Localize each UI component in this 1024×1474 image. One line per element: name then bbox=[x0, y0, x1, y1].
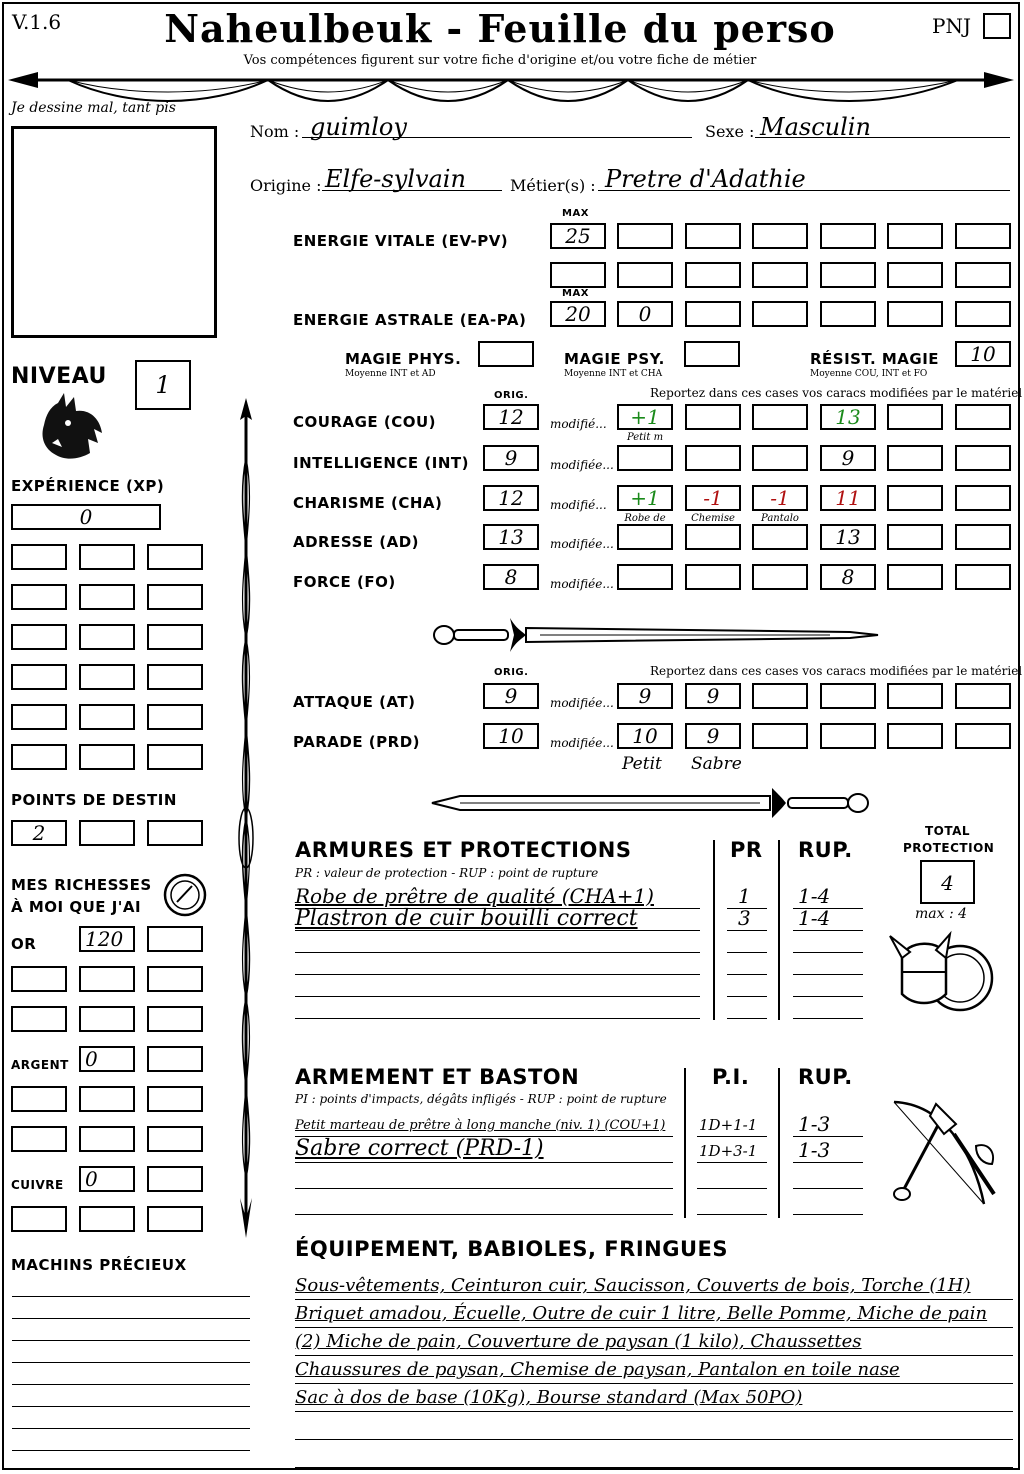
equipement-line[interactable] bbox=[295, 1299, 1013, 1300]
stat-mod-box[interactable] bbox=[955, 524, 1011, 550]
origine-value[interactable]: Elfe-sylvain bbox=[325, 165, 466, 193]
armure-rup-line[interactable] bbox=[793, 952, 863, 953]
destin-label: POINTS DE DESTIN bbox=[11, 791, 177, 809]
ev-box[interactable] bbox=[820, 262, 876, 288]
armure-pr-line[interactable] bbox=[727, 974, 767, 975]
ev-box[interactable] bbox=[752, 262, 808, 288]
total-protection-box[interactable]: 4 bbox=[920, 860, 975, 904]
xp-box[interactable] bbox=[79, 584, 135, 610]
xp-box[interactable] bbox=[11, 744, 67, 770]
prd-mod-box[interactable] bbox=[955, 723, 1011, 749]
stat-mod-box[interactable] bbox=[887, 524, 943, 550]
stat-mod-box[interactable]: -1 bbox=[685, 485, 741, 511]
machins-line[interactable] bbox=[12, 1406, 250, 1407]
arme-rup-line[interactable] bbox=[793, 1214, 863, 1215]
stat-modifie-label: modifiée... bbox=[550, 458, 614, 472]
equipement-title: ÉQUIPEMENT, BABIOLES, FRINGUES bbox=[295, 1237, 728, 1261]
at-mod-box[interactable]: 9 bbox=[617, 683, 673, 709]
money-box[interactable] bbox=[11, 1086, 67, 1112]
stat-mod-box[interactable] bbox=[887, 485, 943, 511]
weapons-icon bbox=[884, 1094, 1004, 1214]
ev-box[interactable] bbox=[550, 262, 606, 288]
prd-mod-box[interactable] bbox=[820, 723, 876, 749]
armures-rup-header: RUP. bbox=[798, 838, 853, 862]
xp-box[interactable] bbox=[79, 624, 135, 650]
stat-mod-box[interactable]: 13 bbox=[820, 524, 876, 550]
prd-mod-box[interactable] bbox=[887, 723, 943, 749]
magie-psy-note: Moyenne INT et CHA bbox=[564, 369, 663, 379]
total-protection-label-2: PROTECTION bbox=[903, 841, 995, 855]
equipement-line[interactable] bbox=[295, 1467, 1013, 1468]
stat-orig-box[interactable]: 8 bbox=[483, 564, 539, 590]
stat-mod-box[interactable] bbox=[752, 404, 808, 430]
arme-pi-line[interactable] bbox=[697, 1188, 767, 1189]
stat-modifie-label: modifié... bbox=[550, 498, 607, 512]
metier-label: Métier(s) : bbox=[510, 176, 596, 195]
stat-mod-box[interactable] bbox=[617, 524, 673, 550]
armure-name[interactable]: Robe de prêtre de qualité (CHA+1) bbox=[295, 884, 654, 908]
armement-divider-1 bbox=[684, 1068, 686, 1218]
equipement-text[interactable]: Chaussures de paysan, Chemise de paysan, Pantalon en toile nase bbox=[295, 1359, 900, 1380]
richesses-label-2: À MOI QUE J'AI bbox=[11, 898, 142, 916]
magie-phys-note: Moyenne INT et AD bbox=[345, 369, 436, 379]
xp-box[interactable] bbox=[11, 544, 67, 570]
stat-mod-box[interactable] bbox=[685, 524, 741, 550]
ev-box[interactable] bbox=[887, 223, 943, 249]
xp-box[interactable] bbox=[11, 624, 67, 650]
ea-box[interactable]: 20 bbox=[550, 301, 606, 327]
money-box[interactable] bbox=[79, 1206, 135, 1232]
money-box[interactable] bbox=[147, 1086, 203, 1112]
portrait-caption: Je dessine mal, tant pis bbox=[11, 100, 176, 116]
stat-mod-box[interactable]: 9 bbox=[820, 445, 876, 471]
armures-title: ARMURES ET PROTECTIONS bbox=[295, 838, 632, 862]
origine-line bbox=[322, 190, 502, 191]
arme-name[interactable]: Sabre correct (PRD-1) bbox=[295, 1136, 544, 1161]
cuivre-label: CUIVRE bbox=[11, 1178, 64, 1192]
stat-mod-box[interactable]: 8 bbox=[820, 564, 876, 590]
ea-max-label: MAX bbox=[562, 288, 589, 299]
ev-box[interactable] bbox=[685, 262, 741, 288]
armure-rup[interactable]: 1-4 bbox=[798, 884, 831, 908]
armement-divider-2 bbox=[778, 1068, 780, 1218]
xp-box[interactable] bbox=[11, 664, 67, 690]
at-mod-box[interactable] bbox=[887, 683, 943, 709]
arme-pi[interactable]: 1D+3-1 bbox=[699, 1142, 758, 1160]
arme-pi-line[interactable] bbox=[697, 1162, 767, 1163]
armure-pr[interactable]: 1 bbox=[738, 884, 751, 908]
equipement-text[interactable]: Briquet amadou, Écuelle, Outre de cuir 1 litre, Belle Pomme, Miche de pain bbox=[295, 1303, 988, 1324]
coin-icon bbox=[162, 872, 208, 918]
metier-line bbox=[598, 190, 1010, 191]
xp-box[interactable] bbox=[79, 744, 135, 770]
xp-box[interactable] bbox=[79, 704, 135, 730]
money-box[interactable]: 0 bbox=[79, 1046, 135, 1072]
stat-label: COURAGE (COU) bbox=[293, 413, 437, 431]
xp-box[interactable] bbox=[147, 624, 203, 650]
armures-note: PR : valeur de protection - RUP : point de rupture bbox=[295, 866, 599, 880]
money-box[interactable] bbox=[79, 1086, 135, 1112]
prd-modifie-label: modifiée... bbox=[550, 736, 614, 750]
arme-rup[interactable]: 1-3 bbox=[798, 1112, 831, 1136]
stat-mod-box[interactable]: -1 bbox=[752, 485, 808, 511]
spear-icon bbox=[228, 398, 264, 1238]
niveau-box[interactable]: 1 bbox=[135, 360, 191, 410]
equipement-line[interactable] bbox=[295, 1439, 1013, 1440]
xp-box[interactable] bbox=[79, 664, 135, 690]
stat-mod-box[interactable] bbox=[955, 485, 1011, 511]
ea-label: ENERGIE ASTRALE (EA-PA) bbox=[293, 311, 527, 329]
armures-divider-1 bbox=[713, 840, 715, 1020]
ev-max-label: MAX bbox=[562, 208, 589, 219]
sexe-line bbox=[755, 137, 1010, 138]
xp-box[interactable] bbox=[147, 744, 203, 770]
xp-box[interactable] bbox=[147, 584, 203, 610]
ev-box[interactable] bbox=[617, 223, 673, 249]
armure-rup[interactable]: 1-4 bbox=[798, 906, 831, 930]
stat-mod-box[interactable] bbox=[752, 564, 808, 590]
ev-box[interactable] bbox=[887, 262, 943, 288]
ea-box[interactable] bbox=[887, 301, 943, 327]
magie-psy-box[interactable] bbox=[684, 341, 740, 367]
machins-label: MACHINS PRÉCIEUX bbox=[11, 1256, 187, 1274]
destin-box-1[interactable]: 2 bbox=[11, 820, 67, 846]
money-box[interactable] bbox=[147, 1206, 203, 1232]
arme-rup-line[interactable] bbox=[793, 1188, 863, 1189]
dragon-icon bbox=[38, 393, 106, 465]
machins-line[interactable] bbox=[12, 1318, 250, 1319]
sword-icon bbox=[430, 610, 880, 660]
combat-caption-2: Sabre bbox=[691, 754, 742, 774]
orig-label: ORIG. bbox=[494, 390, 529, 401]
destin-box-3[interactable] bbox=[147, 820, 203, 846]
stat-mod-box[interactable] bbox=[887, 564, 943, 590]
money-box[interactable] bbox=[11, 1126, 67, 1152]
resist-magie-box[interactable]: 10 bbox=[955, 341, 1011, 367]
pnj-label: PNJ bbox=[932, 14, 971, 38]
pnj-checkbox[interactable] bbox=[983, 13, 1011, 39]
at-mod-box[interactable] bbox=[752, 683, 808, 709]
portrait-box[interactable] bbox=[11, 126, 217, 338]
xp-box[interactable]: 0 bbox=[11, 504, 161, 530]
armure-name[interactable]: Plastron de cuir bouilli correct bbox=[295, 906, 638, 931]
armure-rup-line[interactable] bbox=[793, 1018, 863, 1019]
stat-mod-caption: Petit m bbox=[626, 432, 664, 443]
armement-pi-header: P.I. bbox=[712, 1065, 750, 1089]
armure-line[interactable] bbox=[295, 1018, 700, 1019]
machins-line[interactable] bbox=[12, 1362, 250, 1363]
armure-pr-line[interactable] bbox=[727, 952, 767, 953]
stat-mod-caption: Chemise bbox=[691, 513, 735, 524]
armement-rup-header: RUP. bbox=[798, 1065, 853, 1089]
stat-modifie-label: modifié... bbox=[550, 417, 607, 431]
ev-box[interactable]: 25 bbox=[550, 223, 606, 249]
machins-line[interactable] bbox=[12, 1384, 250, 1385]
xp-box[interactable] bbox=[11, 584, 67, 610]
money-box[interactable] bbox=[79, 1126, 135, 1152]
stat-mod-box[interactable] bbox=[955, 564, 1011, 590]
stat-mod-caption: Pantalo bbox=[761, 513, 799, 524]
xp-label: EXPÉRIENCE (XP) bbox=[11, 477, 165, 495]
equipement-line[interactable] bbox=[295, 1355, 1013, 1356]
armure-pr[interactable]: 3 bbox=[738, 906, 751, 930]
xp-box[interactable] bbox=[147, 664, 203, 690]
at-mod-box[interactable]: 9 bbox=[685, 683, 741, 709]
ev-box[interactable] bbox=[955, 223, 1011, 249]
helmet-shield-icon bbox=[888, 928, 1000, 1024]
at-mod-box[interactable] bbox=[955, 683, 1011, 709]
resist-magie-note: Moyenne COU, INT et FO bbox=[810, 369, 928, 379]
nom-line bbox=[302, 137, 692, 138]
xp-box[interactable] bbox=[11, 704, 67, 730]
stat-mod-box[interactable] bbox=[685, 564, 741, 590]
stat-mod-box[interactable] bbox=[752, 524, 808, 550]
armure-line[interactable] bbox=[295, 996, 700, 997]
total-protection-max: max : 4 bbox=[915, 906, 968, 922]
arme-rup[interactable]: 1-3 bbox=[798, 1138, 831, 1162]
stat-mod-box[interactable] bbox=[955, 404, 1011, 430]
ea-box[interactable] bbox=[955, 301, 1011, 327]
money-box[interactable] bbox=[147, 1046, 203, 1072]
machins-line[interactable] bbox=[12, 1450, 250, 1451]
magie-psy-label: MAGIE PSY. bbox=[564, 350, 665, 368]
stat-orig-box[interactable]: 13 bbox=[483, 524, 539, 550]
ea-box[interactable]: 0 bbox=[617, 301, 673, 327]
richesses-label-1: MES RICHESSES bbox=[11, 876, 152, 894]
stat-mod-box[interactable] bbox=[887, 445, 943, 471]
armement-note: PI : points d'impacts, dégâts infligés - RUP : point de rupture bbox=[295, 1092, 667, 1106]
arme-pi-line[interactable] bbox=[697, 1136, 767, 1137]
stat-mod-box[interactable]: 11 bbox=[820, 485, 876, 511]
stat-mod-box[interactable] bbox=[685, 445, 741, 471]
money-box[interactable] bbox=[147, 926, 203, 952]
armure-rup-line[interactable] bbox=[793, 930, 863, 931]
stat-mod-box[interactable] bbox=[685, 404, 741, 430]
nom-value[interactable]: guimloy bbox=[310, 113, 407, 141]
equipement-text[interactable]: Sous-vêtements, Ceinturon cuir, Saucisson, Couverts de bois, Torche (1H) bbox=[295, 1275, 971, 1296]
ev-label: ENERGIE VITALE (EV-PV) bbox=[293, 232, 509, 250]
money-box[interactable] bbox=[147, 1166, 203, 1192]
money-box[interactable] bbox=[11, 966, 67, 992]
stat-modifie-label: modifiée... bbox=[550, 537, 614, 551]
stat-modifie-label: modifiée... bbox=[550, 577, 614, 591]
arme-line[interactable] bbox=[295, 1162, 673, 1163]
stat-orig-box[interactable]: 12 bbox=[483, 485, 539, 511]
stat-label: FORCE (FO) bbox=[293, 573, 396, 591]
combat-caption-1: Petit bbox=[622, 754, 662, 774]
armure-pr-line[interactable] bbox=[727, 996, 767, 997]
nom-label: Nom : bbox=[250, 122, 300, 141]
arme-pi[interactable]: 1D+1-1 bbox=[699, 1116, 758, 1134]
arme-pi-line[interactable] bbox=[697, 1214, 767, 1215]
equipement-line[interactable] bbox=[295, 1383, 1013, 1384]
xp-box[interactable] bbox=[147, 704, 203, 730]
at-orig-box[interactable]: 9 bbox=[483, 683, 539, 709]
stat-orig-box[interactable]: 12 bbox=[483, 404, 539, 430]
niveau-label: NIVEAU bbox=[11, 364, 107, 389]
machins-line[interactable] bbox=[12, 1428, 250, 1429]
xp-box[interactable] bbox=[147, 544, 203, 570]
money-box[interactable] bbox=[11, 1206, 67, 1232]
money-box[interactable]: 120 bbox=[79, 926, 135, 952]
magie-phys-box[interactable] bbox=[478, 341, 534, 367]
ev-box[interactable] bbox=[955, 262, 1011, 288]
sword-icon bbox=[430, 778, 880, 828]
machins-line[interactable] bbox=[12, 1340, 250, 1341]
armure-line[interactable] bbox=[295, 952, 700, 953]
stat-mod-box[interactable]: 13 bbox=[820, 404, 876, 430]
ev-box[interactable] bbox=[820, 223, 876, 249]
argent-label: ARGENT bbox=[11, 1058, 69, 1072]
or-label: OR bbox=[11, 935, 37, 953]
money-box[interactable] bbox=[147, 966, 203, 992]
money-box[interactable]: 0 bbox=[79, 1166, 135, 1192]
money-box[interactable] bbox=[147, 1006, 203, 1032]
arme-line[interactable] bbox=[295, 1188, 673, 1189]
stat-mod-box[interactable] bbox=[752, 445, 808, 471]
at-mod-box[interactable] bbox=[820, 683, 876, 709]
equipement-line[interactable] bbox=[295, 1327, 1013, 1328]
arme-name[interactable]: Petit marteau de prêtre à long manche (niv. 1) (COU+1) bbox=[295, 1118, 666, 1133]
armures-pr-header: PR bbox=[730, 838, 763, 862]
metier-value[interactable]: Pretre d'Adathie bbox=[605, 165, 806, 193]
equipement-line[interactable] bbox=[295, 1411, 1013, 1412]
money-box[interactable] bbox=[11, 1006, 67, 1032]
stat-mod-caption: Robe de bbox=[624, 513, 666, 524]
stat-mod-box[interactable] bbox=[955, 445, 1011, 471]
combat-report-note: Reportez dans ces cases vos caracs modifiées par le matériel bbox=[650, 664, 1023, 678]
armure-line[interactable] bbox=[295, 974, 700, 975]
equipement-text[interactable]: Sac à dos de base (10Kg), Bourse standard (Max 50PO) bbox=[295, 1387, 803, 1408]
arme-rup-line[interactable] bbox=[793, 1162, 863, 1163]
ea-box[interactable] bbox=[752, 301, 808, 327]
stats-report-note: Reportez dans ces cases vos caracs modifiées par le matériel bbox=[650, 386, 1023, 400]
total-protection-label-1: TOTAL bbox=[925, 824, 971, 838]
resist-magie-label: RÉSIST. MAGIE bbox=[810, 350, 940, 368]
ea-box[interactable] bbox=[820, 301, 876, 327]
ea-box[interactable] bbox=[685, 301, 741, 327]
sexe-label: Sexe : bbox=[705, 122, 755, 141]
prd-mod-box[interactable] bbox=[752, 723, 808, 749]
magie-phys-label: MAGIE PHYS. bbox=[345, 350, 462, 368]
stat-mod-box[interactable] bbox=[617, 564, 673, 590]
arme-rup-line[interactable] bbox=[793, 1136, 863, 1137]
armement-title: ARMEMENT ET BASTON bbox=[295, 1065, 580, 1089]
prd-orig-box[interactable]: 10 bbox=[483, 723, 539, 749]
stat-orig-box[interactable]: 9 bbox=[483, 445, 539, 471]
origine-label: Origine : bbox=[250, 176, 322, 195]
version-label: V.1.6 bbox=[12, 10, 62, 34]
stat-label: INTELLIGENCE (INT) bbox=[293, 454, 469, 472]
ev-box[interactable] bbox=[617, 262, 673, 288]
stat-mod-box[interactable] bbox=[617, 445, 673, 471]
money-box[interactable] bbox=[147, 1126, 203, 1152]
at-label: ATTAQUE (AT) bbox=[293, 693, 416, 711]
money-box[interactable] bbox=[79, 1006, 135, 1032]
equipement-text[interactable]: (2) Miche de pain, Couverture de paysan (1 kilo), Chaussettes bbox=[295, 1331, 862, 1352]
page-subtitle: Vos compétences figurent sur votre fiche d'origine et/ou votre fiche de métier bbox=[243, 53, 757, 68]
armure-rup-line[interactable] bbox=[793, 996, 863, 997]
armure-pr-line[interactable] bbox=[727, 930, 767, 931]
sexe-value[interactable]: Masculin bbox=[760, 113, 871, 141]
at-modifie-label: modifiée... bbox=[550, 696, 614, 710]
stat-label: ADRESSE (AD) bbox=[293, 533, 420, 551]
stat-mod-box[interactable] bbox=[887, 404, 943, 430]
money-box[interactable] bbox=[79, 966, 135, 992]
armure-pr-line[interactable] bbox=[727, 1018, 767, 1019]
xp-box[interactable] bbox=[79, 544, 135, 570]
page-title: Naheulbeuk - Feuille du perso bbox=[164, 6, 836, 51]
stat-mod-box[interactable]: +1 bbox=[617, 404, 673, 430]
stat-label: CHARISME (CHA) bbox=[293, 494, 443, 512]
ev-box[interactable] bbox=[685, 223, 741, 249]
combat-orig-label: ORIG. bbox=[494, 667, 529, 678]
prd-label: PARADE (PRD) bbox=[293, 733, 421, 751]
stat-mod-box[interactable]: +1 bbox=[617, 485, 673, 511]
prd-mod-box[interactable]: 9 bbox=[685, 723, 741, 749]
ev-box[interactable] bbox=[752, 223, 808, 249]
armure-rup-line[interactable] bbox=[793, 974, 863, 975]
armures-divider-2 bbox=[778, 840, 780, 1020]
prd-mod-box[interactable]: 10 bbox=[617, 723, 673, 749]
destin-box-2[interactable] bbox=[79, 820, 135, 846]
arme-line[interactable] bbox=[295, 1214, 673, 1215]
machins-line[interactable] bbox=[12, 1296, 250, 1297]
